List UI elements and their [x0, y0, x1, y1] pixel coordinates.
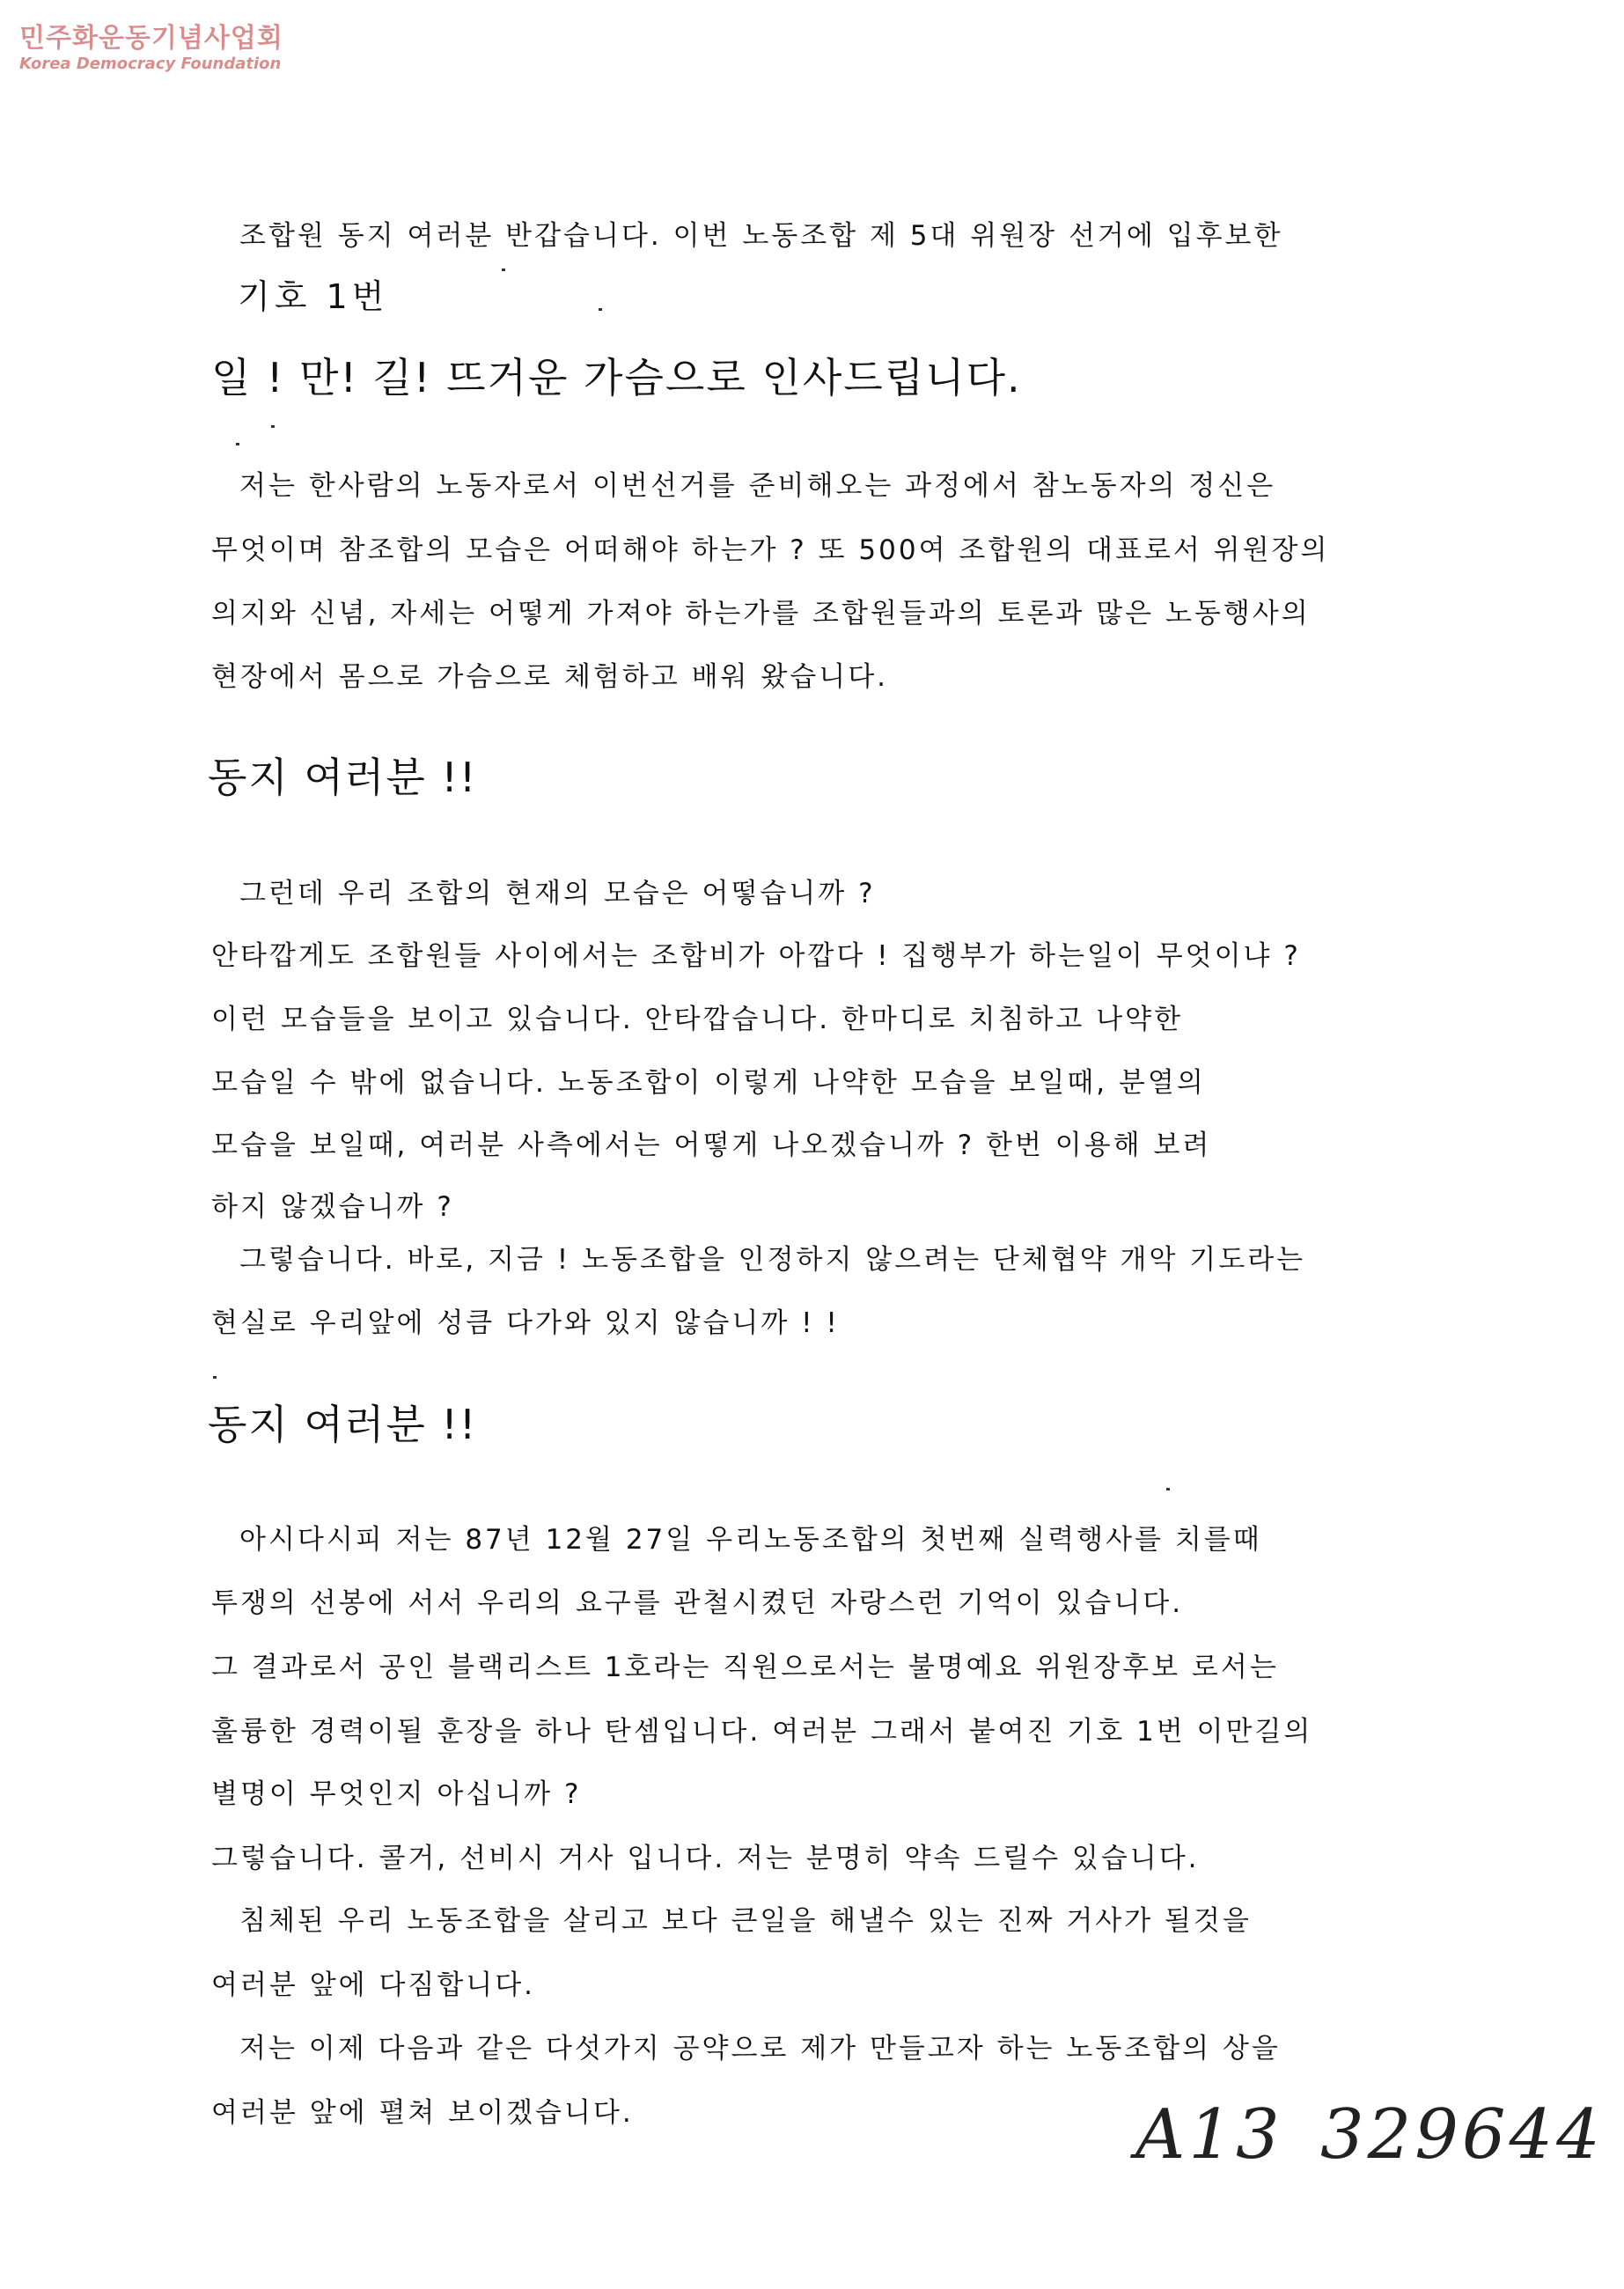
watermark-korean: 민주화운동기념사업회 [19, 23, 283, 54]
text-line: 현실로 우리앞에 성큼 다가와 있지 않습니까 ! ! [211, 1307, 840, 1339]
text-line: 별명이 무엇인지 아십니까 ? [211, 1778, 582, 1810]
text-line: 모습일 수 밖에 없습니다. 노동조합이 이렇게 나약한 모습을 보일때, 분열의 [211, 1067, 1206, 1099]
scan-speck [599, 308, 602, 311]
text-line: 하지 않겠습니까 ? [211, 1191, 454, 1223]
text-line: 그런데 우리 조합의 현재의 모습은 어떻습니까 ? [239, 878, 876, 909]
text-line: 훌륭한 경력이될 훈장을 하나 탄셈입니다. 여러분 그래서 붙여진 기호 1번 이만길의 [211, 1716, 1313, 1748]
text-line: 모습을 보일때, 여러분 사측에서는 어떻게 나오겠습니까 ? 한번 이용해 보려 [211, 1130, 1212, 1161]
scan-speck [271, 425, 275, 428]
text-line: 저는 한사람의 노동자로서 이번선거를 준비해오는 과정에서 참노동자의 정신은 [239, 470, 1276, 502]
scan-speck [236, 443, 239, 445]
text-line: 그렇습니다. 바로, 지금 ! 노동조합을 인정하지 않으려는 단체협약 개악 기도라는 [239, 1244, 1306, 1276]
watermark-english: Korea Democracy Foundation [19, 55, 282, 73]
archive-stamp-prefix: A13 [1135, 2095, 1283, 2175]
scan-speck [502, 269, 505, 271]
text-line: 침체된 우리 노동조합을 살리고 보다 큰일을 해낼수 있는 진짜 거사가 될것을 [239, 1905, 1252, 1937]
section-heading: 동지 여러분 !! [208, 1401, 478, 1448]
text-line: 의지와 신념, 자세는 어떻게 가져야 하는가를 조합원들과의 토론과 많은 노동행사의 [211, 598, 1311, 629]
text-line: 투쟁의 선봉에 서서 우리의 요구를 관철시켰던 자랑스런 기억이 있습니다. [211, 1587, 1184, 1619]
candidate-number: 기호 1번 [238, 277, 389, 316]
text-line: 그렇습니다. 콜거, 선비시 거사 입니다. 저는 분명히 약속 드릴수 있습니다. [211, 1843, 1200, 1874]
archive-stamp-number: 329644 [1320, 2095, 1604, 2175]
text-line: 현장에서 몸으로 가슴으로 체험하고 배워 왔습니다. [211, 661, 888, 693]
section-heading: 동지 여러분 !! [208, 754, 478, 801]
text-line: 그 결과로서 공인 블랙리스트 1호라는 직원으로서는 불명예요 위원장후보 로서는 [211, 1652, 1279, 1683]
text-line: 여러분 앞에 펼쳐 보이겠습니다. [211, 2097, 634, 2129]
text-line: 안타깝게도 조합원들 사이에서는 조합비가 아깝다 ! 집행부가 하는일이 무엇이냐 ? [211, 940, 1301, 972]
text-line: 이런 모습들을 보이고 있습니다. 안타깝습니다. 한마디로 치침하고 나약한 [211, 1004, 1184, 1035]
greeting-heading: 일 ! 만! 길! 뜨거운 가슴으로 인사드립니다. [211, 354, 1022, 401]
text-line: 조합원 동지 여러분 반갑습니다. 이번 노동조합 제 5대 위원장 선거에 입후보한 [239, 220, 1283, 252]
text-line: 아시다시피 저는 87년 12월 27일 우리노동조합의 첫번째 실력행사를 치를때 [239, 1524, 1262, 1556]
scan-speck [213, 1376, 217, 1379]
text-line: 여러분 앞에 다짐합니다. [211, 1969, 536, 2001]
text-line: 무엇이며 참조합의 모습은 어떠해야 하는가 ? 또 500여 조합원의 대표로서 위원장의 [211, 534, 1330, 566]
text-line: 저는 이제 다음과 같은 다섯가지 공약으로 제가 만들고자 하는 노동조합의 상을 [239, 2033, 1281, 2065]
scan-speck [1166, 1488, 1170, 1490]
